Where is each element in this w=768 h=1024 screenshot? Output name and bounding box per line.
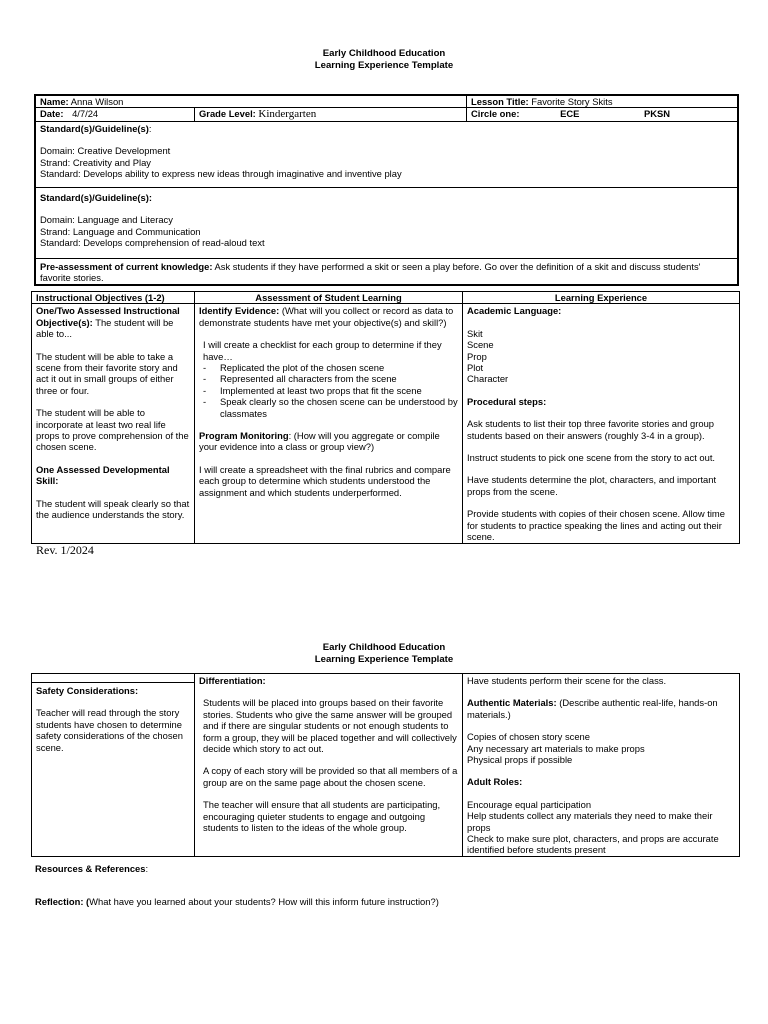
grade-value: Kindergarten [258, 108, 317, 121]
safety-text: Teacher will read through the story students have chosen to determine safety considerations of the chosen scene. [36, 707, 183, 753]
procedural-step: Instruct students to pick one scene from the story to act out. [467, 452, 716, 464]
col-header-learning-experience: Learning Experience [463, 292, 740, 304]
checklist-item: - Implemented at least two props that fit the scene [199, 385, 458, 396]
evidence-checklist [199, 362, 458, 419]
adult-roles-heading: Adult Roles: [467, 776, 523, 788]
standard-1-standard: Standard: Develops ability to express new ideas through imaginative and inventive play [40, 168, 402, 180]
resources-label: Resources & References [35, 863, 146, 874]
procedural-step: Ask students to list their top three favorite stories and group students based on their answers (roughly 3-4 in a group). [467, 418, 715, 441]
adult-role: Help students collect any materials they need to make their props [467, 810, 713, 833]
pre-assessment [35, 258, 738, 284]
safety-heading: Safety Considerations: [36, 685, 139, 696]
checklist-item: - Represented all characters from the scene [199, 373, 458, 384]
grade-cell [195, 108, 467, 121]
circle-one-label: Circle one: [471, 108, 520, 120]
material-item: Physical props if possible [467, 754, 573, 766]
program-monitoring-prompt: : (How will you aggregate or compile your evidence into a class or group view?) [199, 430, 440, 453]
date-value: 4/7/24 [72, 108, 99, 120]
resources-references [35, 863, 148, 874]
circle-option-pksn: PKSN [643, 108, 670, 120]
date-cell [35, 108, 195, 121]
name-label: Name: [40, 96, 69, 107]
standard-1-domain: Domain: Creative Development [40, 145, 171, 157]
resources-colon: : [145, 863, 149, 874]
checklist-item: - Speak clearly so the chosen scene can be understood by classmates [199, 396, 458, 419]
reflection-label: Reflection: ( [35, 896, 90, 907]
reflection-prompt: What have you learned about your students? How will this inform future instruction?) [89, 896, 439, 907]
objective-2: The student will be able to incorporate at least two real life props to prove comprehension of the chosen scene. [36, 407, 189, 453]
revision-note: Rev. 1/2024 [36, 543, 94, 557]
objectives-intro: The student will be able to... [36, 316, 174, 340]
academic-term: Character [467, 373, 509, 385]
differentiation-heading: Differentiation: [199, 675, 266, 686]
objectives-heading: One/Two Assessed Instructional Objective(s): [36, 305, 180, 328]
standard-block-2 [35, 187, 738, 258]
perform-step: Have students perform their scene for the class. [467, 675, 667, 686]
academic-term: Prop [467, 350, 487, 362]
lesson-title-label: Lesson Title: [471, 96, 529, 107]
grade-label: Grade Level: [199, 108, 256, 120]
name-cell [35, 95, 467, 108]
page-title-line1: Early Childhood Education [322, 48, 446, 59]
name-value: Anna Wilson [70, 96, 124, 107]
material-item: Copies of chosen story scene [467, 731, 590, 743]
procedural-steps-heading: Procedural steps: [467, 395, 547, 407]
academic-term: Skit [467, 327, 483, 339]
col-header-objectives: Instructional Objectives (1-2) [32, 292, 195, 304]
materials-roles-cell [463, 674, 740, 857]
program-monitoring-answer: I will create a spreadsheet with the final rubrics and compare each group to determine which students understood the assignment and which students underperformed. [199, 463, 451, 498]
differentiation-paragraph: A copy of each story will be provided so that all members of a group are on the same page about the chosen scene. [203, 765, 458, 788]
page2-title-line1: Early Childhood Education [322, 642, 446, 653]
standard-2-standard: Standard: Develops comprehension of read-aloud text [40, 237, 265, 249]
program-monitoring-heading: Program Monitoring [199, 430, 289, 442]
circle-option-ece: ECE [560, 108, 580, 120]
circle-one-cell [467, 108, 739, 121]
pre-assessment-label: Pre-assessment of current knowledge: [40, 260, 213, 272]
learning-experience-cell [463, 304, 740, 543]
developmental-skill-text: The student will speak clearly so that the audience understands the story. [36, 497, 190, 521]
assessment-cell [195, 304, 463, 543]
lesson-info-table [34, 94, 739, 286]
objectives-table [31, 291, 740, 544]
objective-1: The student will be able to take a scene from their favorite story and act it out in small groups of either three or four. [36, 350, 178, 396]
academic-term: Scene [467, 339, 494, 351]
standard-block-1 [35, 121, 738, 187]
differentiation-cell [195, 674, 463, 857]
standard-1-strand: Strand: Creativity and Play [40, 156, 151, 168]
authentic-materials-prompt: (Describe authentic real-life, hands-on materials.) [467, 697, 718, 720]
implementation-table [31, 673, 740, 857]
developmental-skill-heading: One Assessed Developmental Skill: [36, 463, 170, 487]
evidence-prompt: (What will you collect or record as data to demonstrate students have met your objective(s) and skill?) [199, 305, 454, 328]
authentic-materials-heading: Authentic Materials: [467, 697, 557, 709]
material-item: Any necessary art materials to make props [467, 742, 645, 754]
lesson-title-cell [467, 95, 739, 108]
safety-cell [32, 674, 195, 857]
page2-title-line2: Learning Experience Template [314, 654, 454, 665]
academic-language-heading: Academic Language: [467, 305, 562, 317]
page-title-line2: Learning Experience Template [314, 60, 454, 71]
evidence-checklist-intro: I will create a checklist for each group to determine if they have… [203, 339, 442, 362]
pre-assessment-text: Ask students if they have performed a skit or seen a play before. Go over the definition of a skit and discuss students' favorite stories. [40, 260, 701, 284]
evidence-heading: Identify Evidence: [199, 305, 280, 317]
checklist-item: - Replicated the plot of the chosen scene [199, 362, 458, 373]
academic-term: Plot [467, 362, 484, 374]
differentiation-paragraph: The teacher will ensure that all students are participating, encouraging quieter students to engage and outgoing students to listen to the ideas of the whole group. [203, 799, 441, 834]
standard-2-domain: Domain: Language and Literacy [40, 214, 173, 226]
differentiation-paragraph: Students will be placed into groups based on their favorite stories. Students who give the same answer will be grouped and if there are singular students or not enough students to form a group, they will be placed together and will collectively decide which story to act out. [203, 697, 457, 755]
procedural-step: Have students determine the plot, characters, and important props from the scene. [467, 474, 717, 497]
objectives-cell [32, 304, 195, 543]
date-label: Date: [40, 108, 64, 120]
procedural-step: Provide students with copies of their chosen scene. Allow time for students to practice speaking the lines and acting out their scene. [467, 508, 725, 543]
adult-role: Encourage equal participation [467, 798, 592, 810]
col-header-assessment: Assessment of Student Learning [195, 292, 463, 304]
lesson-title-value: Favorite Story Skits [531, 96, 613, 107]
standard-2-label: Standard(s)/Guideline(s): [40, 191, 152, 203]
standard-1-label: Standard(s)/Guideline(s) [40, 122, 149, 134]
standard-2-strand: Strand: Language and Communication [40, 225, 201, 237]
standard-1-colon: : [148, 122, 152, 134]
reflection [35, 896, 439, 907]
adult-role: Check to make sure plot, characters, and props are accurate identified before students present [467, 833, 719, 856]
